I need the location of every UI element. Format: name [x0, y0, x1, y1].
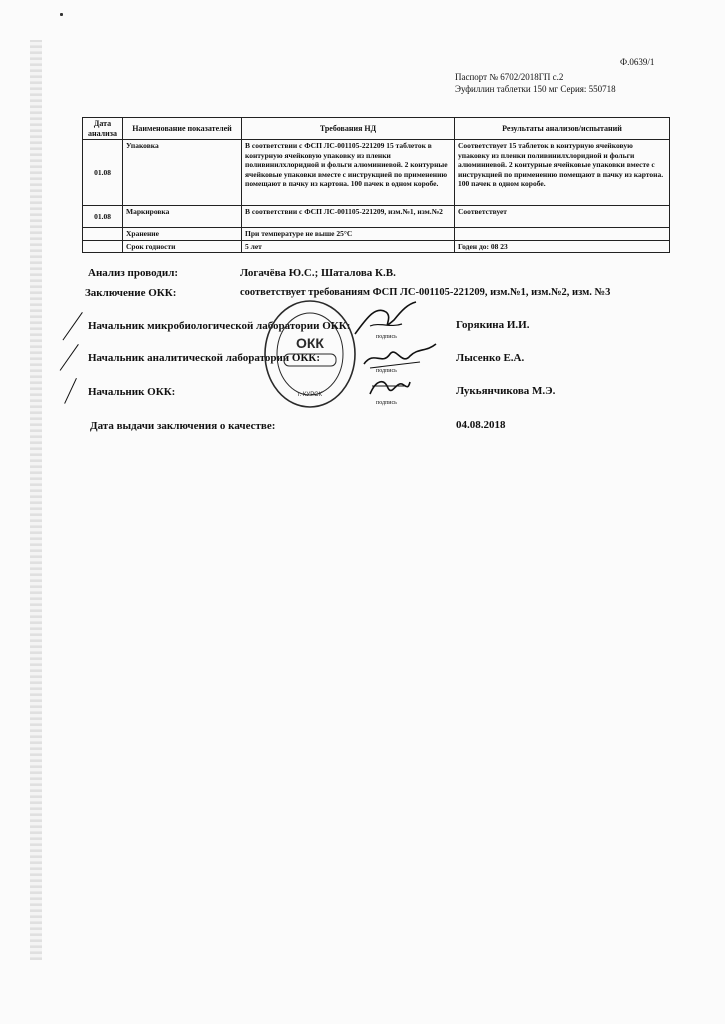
cell-result: Соответствует: [455, 206, 670, 228]
signature-name-analytic: Лысенко Е.А.: [456, 352, 525, 364]
handwritten-signature-icon: [360, 340, 440, 374]
cell-result: Соответствует 15 таблеток в контурную ячейковую упаковку из пленки поливинилхлоридной и фольги алюминиевой. 2 контурные ячейковые упаковки вместе с инструкцией по применению помещают в пачку из картона. 100 пачек в одном коробе.: [455, 140, 670, 206]
cell-date: [83, 240, 123, 253]
product-line: Эуфиллин таблетки 150 мг Серия: 550718: [455, 84, 616, 94]
col-header-result: Результаты анализов/испытаний: [455, 118, 670, 140]
passport-line: Паспорт № 6702/2018ГП с.2: [455, 72, 564, 82]
pen-mark: [60, 344, 79, 371]
okk-stamp-icon: [262, 298, 358, 410]
table-row: [83, 228, 670, 241]
signature-caption: подпись: [376, 368, 397, 374]
issue-value: 04.08.2018: [456, 419, 506, 431]
col-header-requirement: Требования НД: [242, 118, 455, 140]
cell-name: Хранение: [123, 228, 242, 241]
cell-name: Маркировка: [123, 206, 242, 228]
analysis-table: [82, 117, 670, 253]
pen-mark: [64, 378, 77, 404]
issue-label: Дата выдачи заключения о качестве:: [90, 420, 276, 432]
cell-date: 01.08: [83, 140, 123, 206]
cell-requirement: В соответствии с ФСП ЛС-001105-221209, изм.№1, изм.№2: [242, 206, 455, 228]
table-header-row: [83, 118, 670, 140]
signature-caption: подпись: [376, 334, 397, 340]
conclusion-label: Заключение ОКК:: [85, 287, 177, 299]
cell-name: Упаковка: [123, 140, 242, 206]
table-row: [83, 206, 670, 228]
cell-name: Срок годности: [123, 240, 242, 253]
scan-speck: [60, 13, 63, 16]
form-code: Ф.0639/1: [620, 57, 655, 67]
cell-requirement: При температуре не выше 25°С: [242, 228, 455, 241]
col-header-name: Наименование показателей: [123, 118, 242, 140]
col-header-date: Дата анализа: [83, 118, 123, 140]
signature-title-okk: Начальник ОКК:: [88, 386, 176, 398]
handwritten-signature-icon: [366, 374, 412, 400]
passport-header: [455, 71, 616, 95]
signature-name-okk: Лукьянчикова М.Э.: [456, 385, 556, 397]
scan-edge-artifact: [30, 40, 42, 960]
cell-date: [83, 228, 123, 241]
cell-result: [455, 228, 670, 241]
signature-title-micro: Начальник микробиологической лаборатории ОКК:: [88, 320, 351, 332]
cell-result: Годен до: 08 23: [455, 240, 670, 253]
stamp-city-text: г. КУРСК: [298, 392, 322, 398]
conclusion-value: соответствует требованиям ФСП ЛС-001105-221209, изм.№1, изм.№2, изм. №3: [240, 287, 611, 298]
analysis-value: Логачёва Ю.С.; Шаталова К.В.: [240, 267, 396, 279]
pen-mark: [62, 312, 82, 340]
table-row: [83, 240, 670, 253]
stamp-center-text: ОКК: [296, 335, 324, 351]
signature-name-micro: Горякина И.И.: [456, 319, 530, 331]
cell-requirement: 5 лет: [242, 240, 455, 253]
cell-requirement: В соответствии с ФСП ЛС-001105-221209 15 таблеток в контурную ячейковую упаковку из пленки поливинилхлоридной и фольги алюминиевой. 2 контурные ячейковые упаковки вместе с инструкцией по применению помещают в пачку из картона. 100 пачек в одном коробе.: [242, 140, 455, 206]
signature-title-analytic: Начальник аналитической лаборатории ОКК:: [88, 352, 321, 364]
analysis-label: Анализ проводил:: [88, 267, 179, 279]
table-row: [83, 140, 670, 206]
handwritten-signature-icon: [350, 298, 420, 340]
cell-date: 01.08: [83, 206, 123, 228]
signature-caption: подпись: [376, 400, 397, 406]
